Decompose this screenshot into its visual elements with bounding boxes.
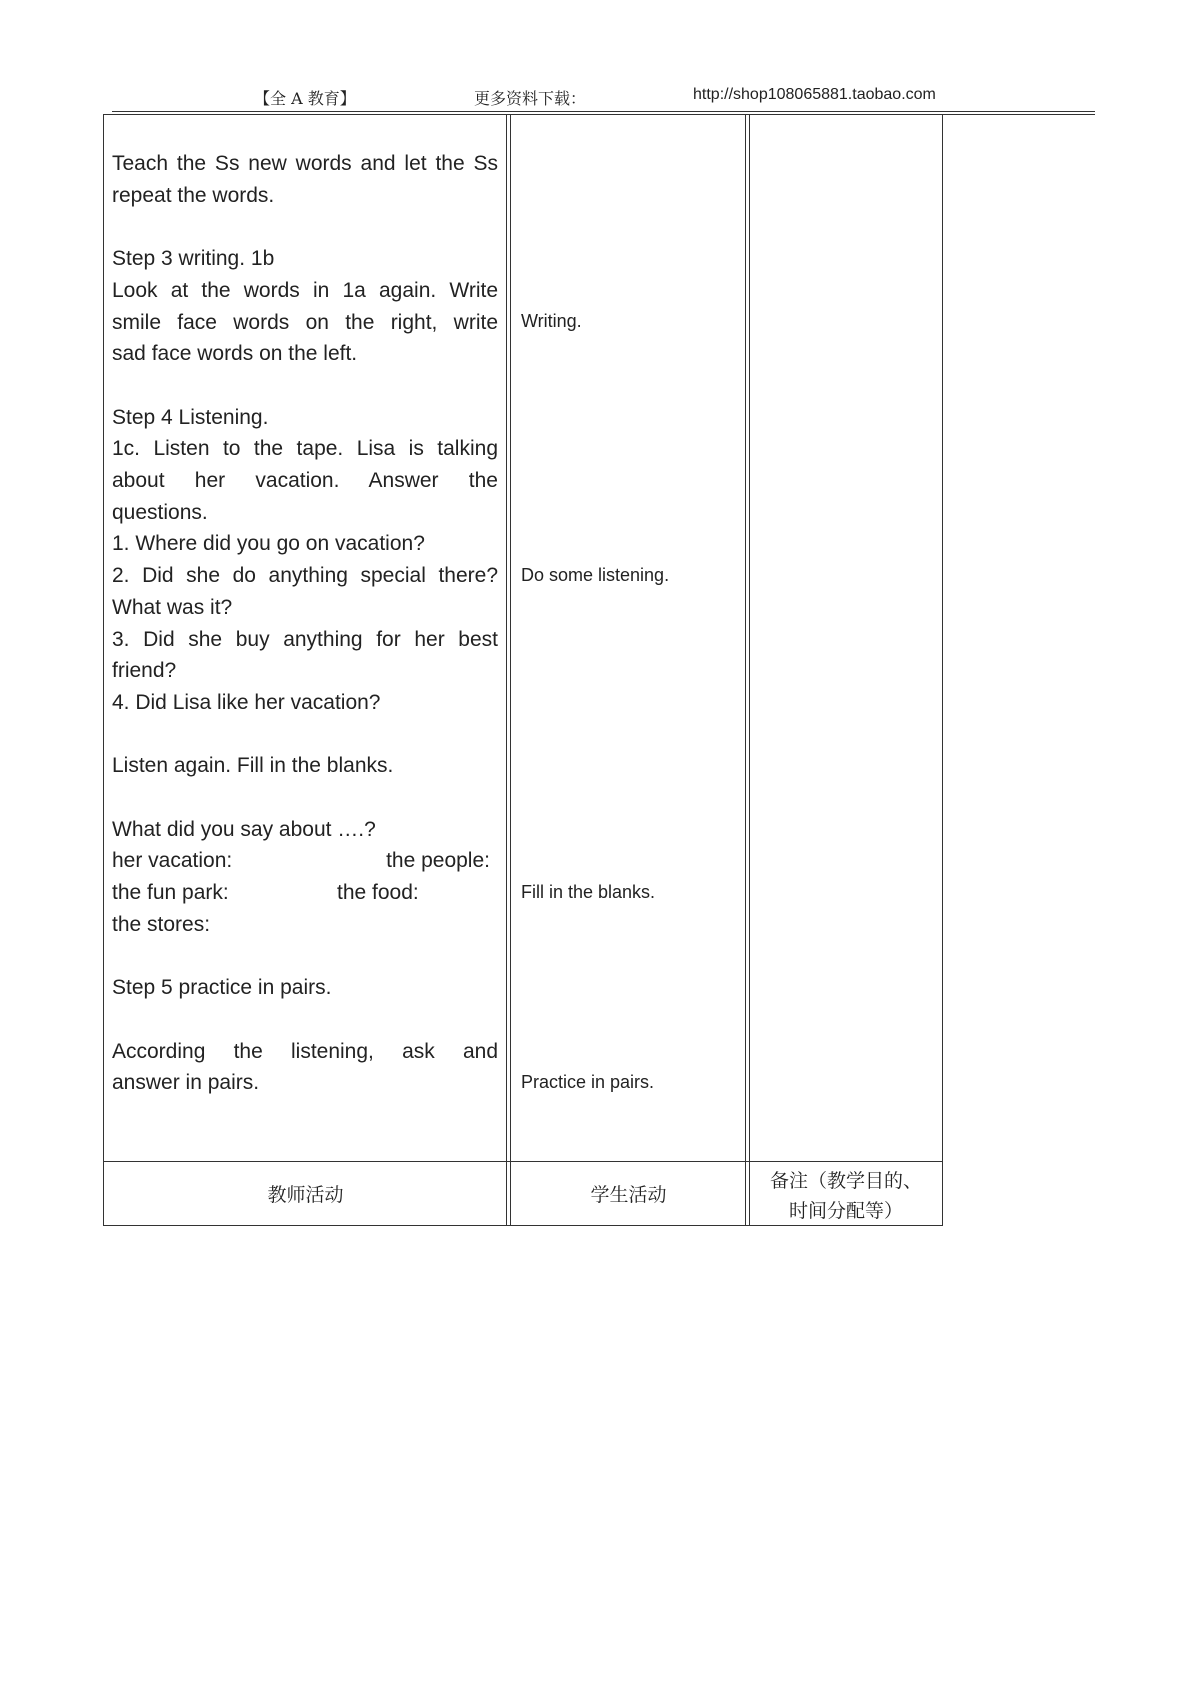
blank-row-2 [112, 877, 498, 909]
step4-title: Step 4 Listening. [112, 405, 269, 429]
blank-row-1 [112, 845, 498, 877]
step5-text-line-2: answer in pairs. [112, 1071, 260, 1095]
page-header [0, 86, 1200, 112]
teacher-activity-cell [112, 148, 498, 1099]
footer-row-divider [103, 1161, 943, 1162]
student-listening: Do some listening. [521, 565, 670, 585]
table-border-left [103, 114, 104, 1226]
header-rule [112, 111, 1095, 112]
step3-text-line-3: sad face words on the left. [112, 342, 358, 366]
step4-text-line-2: about her vacation. Answer the [112, 469, 498, 492]
step5-text-line-1: According the listening, ask and [112, 1039, 498, 1063]
blank-people: the people: [386, 849, 490, 873]
header-url[interactable]: http://shop108065881.taobao.com [693, 86, 936, 103]
question-1: 1. Where did you go on vacation? [112, 532, 425, 556]
listen-again: Listen again. Fill in the blanks. [112, 754, 394, 778]
teach-words-line-2: repeat the words. [112, 183, 275, 207]
question-4: 4. Did Lisa like her vacation? [112, 690, 381, 714]
header-brand: 【全 A 教育】 [254, 89, 356, 108]
table-border-right [942, 114, 943, 1226]
question-3-cont: friend? [112, 659, 177, 683]
question-2-cont: What was it? [112, 595, 233, 619]
step3-title: Step 3 writing. 1b [112, 247, 275, 271]
student-fill-blanks: Fill in the blanks. [521, 882, 656, 902]
step5-title: Step 5 practice in pairs. [112, 976, 332, 1000]
step3-text-line-2: smile face words on the right, write [112, 310, 498, 334]
step4-text-line-3: questions. [112, 500, 208, 524]
teach-words-line-1: Teach the Ss new words and let the Ss [112, 152, 498, 175]
student-writing: Writing. [521, 311, 582, 331]
table-border-top [103, 114, 943, 115]
step4-text-line-1: 1c. Listen to the tape. Lisa is talking [112, 437, 498, 461]
footer-teacher-activity: 教师活动 [267, 1184, 344, 1206]
blank-park: the fun park: [112, 881, 229, 905]
step3-text-line-1: Look at the words in 1a again. Write [112, 278, 498, 302]
blank-stores: the stores: [112, 912, 211, 936]
question-3: 3. Did she buy anything for her best [112, 627, 498, 651]
footer-notes-line-1: 备注（教学目的、 [769, 1170, 922, 1192]
question-2: 2. Did she do anything special there? [112, 564, 498, 588]
footer-student-activity: 学生活动 [590, 1184, 667, 1206]
student-practice: Practice in pairs. [521, 1072, 655, 1092]
blank-food: the food: [337, 881, 419, 905]
column-divider-1 [506, 114, 511, 1226]
footer-notes-line-2: 时间分配等） [788, 1200, 903, 1222]
blank-vacation: her vacation: [112, 849, 233, 873]
column-divider-2 [745, 114, 750, 1226]
footer-notes [750, 1166, 942, 1226]
header-more-downloads: 更多资料下载： [474, 89, 587, 108]
say-about: What did you say about ….? [112, 817, 376, 841]
